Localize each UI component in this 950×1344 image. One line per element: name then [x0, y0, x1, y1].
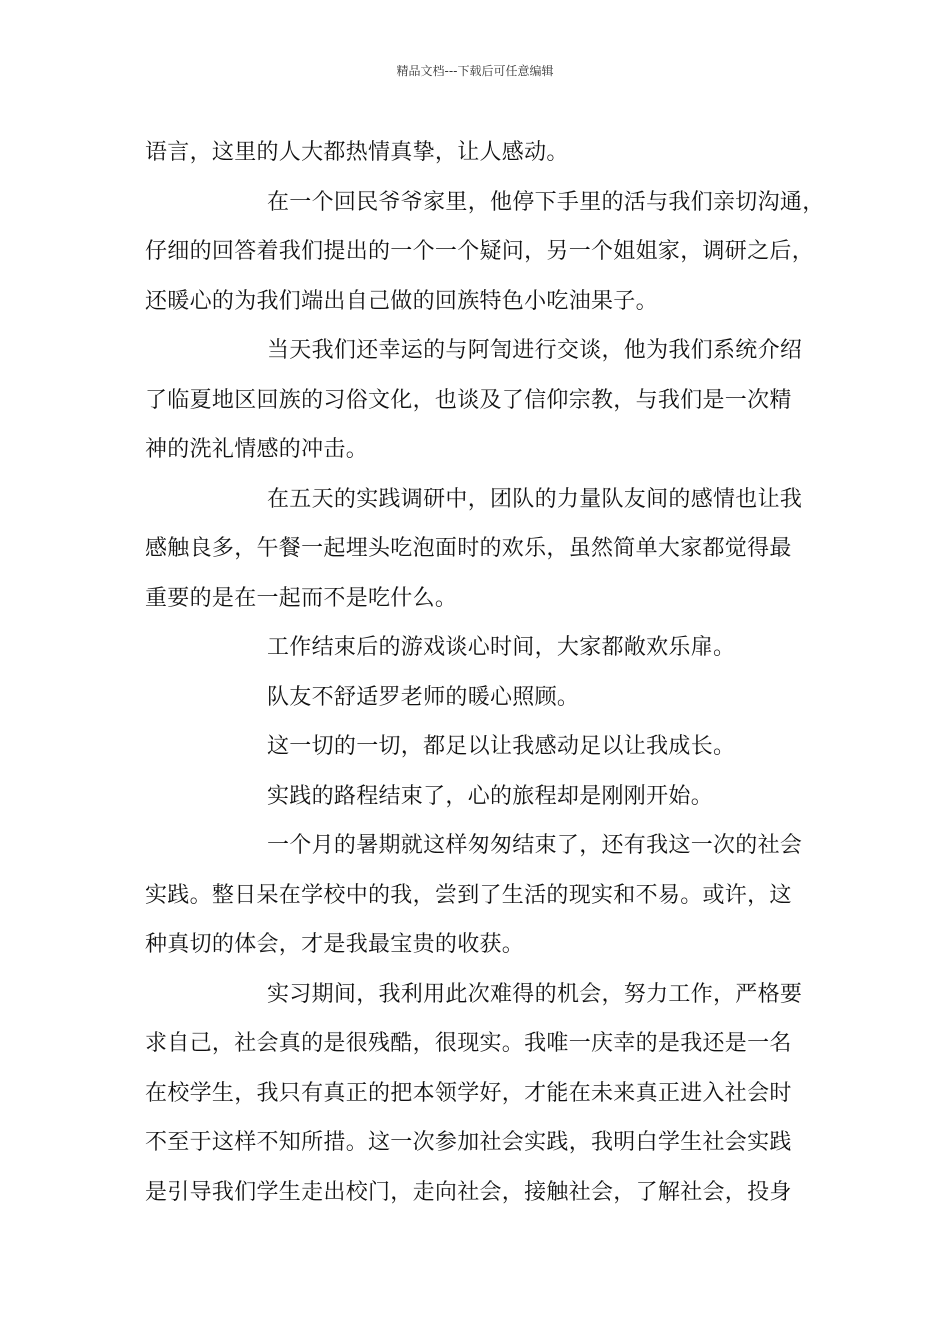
text-line: 感触良多，午餐一起埋头吃泡面时的欢乐，虽然简单大家都觉得最 [145, 536, 792, 561]
page-header: 精品文档---下载后可任意编辑 [396, 64, 554, 78]
text-line: 不至于这样不知所措。这一次参加社会实践，我明白学生社会实践 [145, 1130, 792, 1155]
text-line: 一个月的暑期就这样匆匆结束了，还有我这一次的社会 [267, 833, 803, 858]
text-line: 了临夏地区回族的习俗文化，也谈及了信仰宗教，与我们是一次精 [145, 387, 792, 413]
text-line: 仔细的回答着我们提出的一个一个疑问，另一个姐姐家，调研之后， [145, 239, 815, 264]
text-line: 当天我们还幸运的与阿訇进行交谈，他为我们系统介绍 [267, 338, 803, 363]
text-line: 这一切的一切，都足以让我感动足以让我成长。 [267, 734, 736, 759]
text-line: 神的洗礼情感的冲击。 [145, 437, 369, 462]
text-line: 种真切的体会，才是我最宝贵的收获。 [145, 932, 525, 957]
document-body [145, 128, 825, 1217]
text-line: 队友不舒适罗老师的暖心照顾。 [267, 684, 580, 710]
text-line: 实习期间，我利用此次难得的机会，努力工作，严格要 [267, 981, 803, 1007]
text-line: 还暖心的为我们端出自己做的回族特色小吃油果子。 [145, 288, 658, 314]
text-line: 求自己，社会真的是很残酷，很现实。我唯一庆幸的是我还是一名 [145, 1031, 792, 1056]
text-line: 在校学生，我只有真正的把本领学好，才能在未来真正进入社会时 [145, 1080, 792, 1106]
text-line: 重要的是在一起而不是吃什么。 [145, 585, 458, 611]
text-line: 实践的路程结束了，心的旅程却是刚刚开始。 [267, 783, 714, 809]
text-line: 语言，这里的人大都热情真挚，让人感动。 [145, 140, 569, 165]
text-line: 工作结束后的游戏谈心时间，大家都敞欢乐扉。 [267, 635, 736, 660]
text-line: 是引导我们学生走出校门，走向社会，接触社会，了解社会，投身 [145, 1179, 792, 1205]
text-line: 在五天的实践调研中，团队的力量队友间的感情也让我 [267, 486, 803, 512]
text-line: 在一个回民爷爷家里，他停下手里的活与我们亲切沟通， [267, 189, 825, 215]
text-line: 实践。整日呆在学校中的我，尝到了生活的现实和不易。或许，这 [145, 882, 792, 908]
